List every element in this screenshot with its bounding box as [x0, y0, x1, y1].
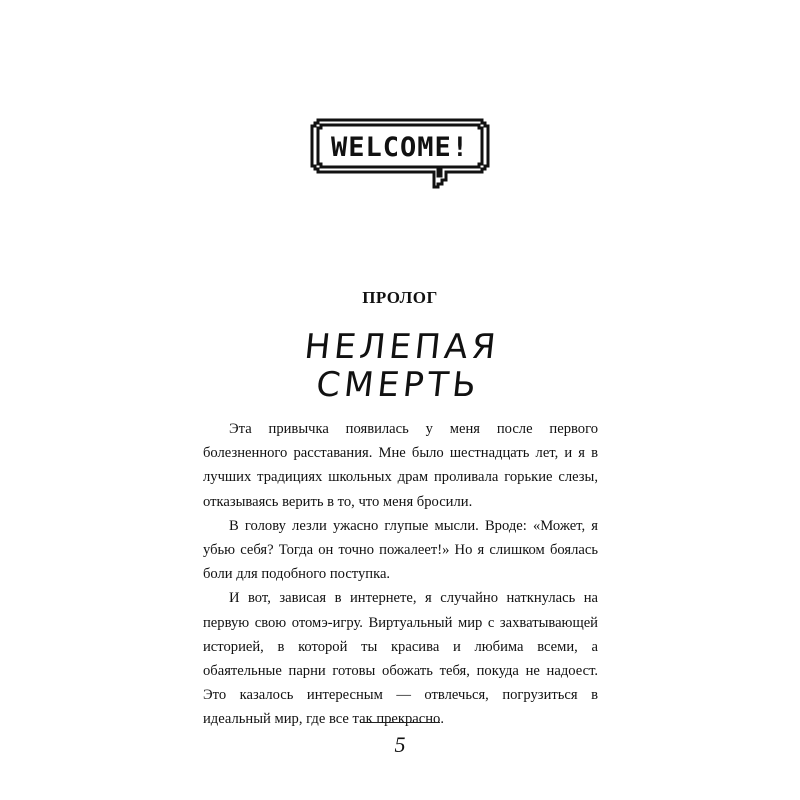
paragraph-1: Эта привычка появилась у меня после первого болезненного расставания. Мне было шестнадцать лет, и я в лучших традициях школьных драм проливала горькие слезы, отказываясь верить в то, что меня бросили. — [203, 421, 598, 510]
footer-divider — [360, 722, 440, 723]
chapter-title — [0, 328, 800, 404]
body-text — [203, 417, 598, 732]
chapter-title-line-1: НЕЛЕПАЯ — [302, 327, 502, 367]
welcome-speech-bubble — [310, 118, 490, 192]
paragraph-2: В голову лезли ужасно глупые мысли. Вроде: «Может, я убью себя? Тогда он точно пожалеет!» Но я слишком боялась боли для подобного поступка. — [203, 517, 598, 583]
paragraph-3: И вот, зависая в интернете, я случайно наткнулась на первую свою отомэ-игру. Виртуальный мир с захватывающей историей, в которой ты красива и любима всеми, а обаятельные парни готовы обожать тебя, покуда не надоест. Это казалось интересным — отвлечься, погрузиться в идеальный мир, где все так прекрасно. — [203, 590, 598, 728]
page-number: 5 — [394, 732, 406, 757]
chapter-label: ПРОЛОГ — [362, 288, 438, 307]
welcome-text: WELCOME! — [330, 132, 470, 163]
chapter-title-line-2: СМЕРТЬ — [314, 365, 482, 405]
